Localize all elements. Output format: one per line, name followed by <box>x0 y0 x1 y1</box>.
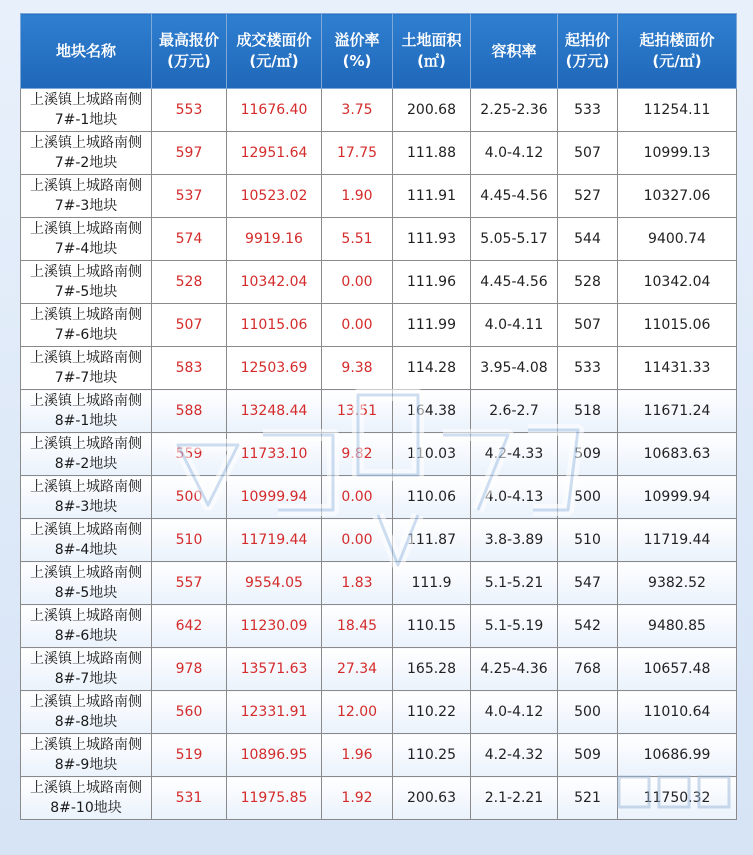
land-area-cell: 114.28 <box>393 347 471 390</box>
table-row <box>21 390 737 433</box>
parcel-location: 上溪镇上城路南侧 <box>30 522 142 538</box>
premium-rate-cell: 1.92 <box>322 777 393 820</box>
parcel-name-cell <box>21 648 152 691</box>
land-area-cell: 110.22 <box>393 691 471 734</box>
land-area-cell: 110.03 <box>393 433 471 476</box>
parcel-location: 上溪镇上城路南侧 <box>30 479 142 495</box>
premium-rate-cell: 9.82 <box>322 433 393 476</box>
deal-price-cell: 10896.95 <box>227 734 322 777</box>
deal-price-cell: 10999.94 <box>227 476 322 519</box>
parcel-number: 8#-4地块 <box>54 542 118 558</box>
starting-bid-cell: 518 <box>558 390 618 433</box>
premium-rate-cell: 0.00 <box>322 519 393 562</box>
starting-bid-cell: 544 <box>558 218 618 261</box>
land-area-cell: 111.99 <box>393 304 471 347</box>
table-row <box>21 777 737 820</box>
parcel-location: 上溪镇上城路南侧 <box>30 651 142 667</box>
plot-ratio-cell: 5.05-5.17 <box>471 218 558 261</box>
parcel-name-cell <box>21 390 152 433</box>
parcel-location: 上溪镇上城路南侧 <box>30 694 142 710</box>
plot-ratio-cell: 5.1-5.19 <box>471 605 558 648</box>
starting-floor-price-cell: 10999.94 <box>618 476 737 519</box>
premium-rate-cell: 1.83 <box>322 562 393 605</box>
plot-ratio-cell: 4.0-4.13 <box>471 476 558 519</box>
starting-bid-cell: 768 <box>558 648 618 691</box>
table-row <box>21 433 737 476</box>
deal-price-cell: 11015.06 <box>227 304 322 347</box>
deal-price-cell: 9554.05 <box>227 562 322 605</box>
parcel-number: 7#-7地块 <box>54 370 118 386</box>
parcel-name-cell <box>21 89 152 132</box>
parcel-location: 上溪镇上城路南侧 <box>30 780 142 796</box>
parcel-name-cell <box>21 218 152 261</box>
max-bid-cell: 510 <box>152 519 227 562</box>
parcel-name-cell <box>21 605 152 648</box>
column-header-label: 地块名称 <box>55 41 116 60</box>
land-area-cell: 110.25 <box>393 734 471 777</box>
parcel-name-cell <box>21 261 152 304</box>
premium-rate-cell: 18.45 <box>322 605 393 648</box>
plot-ratio-cell: 4.45-4.56 <box>471 175 558 218</box>
deal-price-cell: 11733.10 <box>227 433 322 476</box>
starting-floor-price-cell: 11719.44 <box>618 519 737 562</box>
parcel-name-cell <box>21 734 152 777</box>
parcel-name-cell <box>21 562 152 605</box>
plot-ratio-cell: 5.1-5.21 <box>471 562 558 605</box>
parcel-location: 上溪镇上城路南侧 <box>30 608 142 624</box>
column-header <box>393 14 471 89</box>
parcel-location: 上溪镇上城路南侧 <box>30 565 142 581</box>
parcel-number: 7#-5地块 <box>54 284 118 300</box>
land-area-cell: 110.06 <box>393 476 471 519</box>
table-row <box>21 562 737 605</box>
table-row <box>21 691 737 734</box>
max-bid-cell: 553 <box>152 89 227 132</box>
deal-price-cell: 12951.64 <box>227 132 322 175</box>
starting-floor-price-cell: 11671.24 <box>618 390 737 433</box>
header-row <box>21 14 737 89</box>
starting-bid-cell: 507 <box>558 132 618 175</box>
land-auction-table <box>20 13 737 820</box>
column-header-unit: (万元) <box>565 52 610 70</box>
deal-price-cell: 10342.04 <box>227 261 322 304</box>
column-header <box>322 14 393 89</box>
column-header <box>471 14 558 89</box>
column-header-label: 溢价率 <box>334 31 380 49</box>
plot-ratio-cell: 4.45-4.56 <box>471 261 558 304</box>
starting-bid-cell: 507 <box>558 304 618 347</box>
plot-ratio-cell: 2.25-2.36 <box>471 89 558 132</box>
column-header-unit: (万元) <box>167 52 211 70</box>
land-area-cell: 111.88 <box>393 132 471 175</box>
parcel-name-cell <box>21 175 152 218</box>
parcel-location: 上溪镇上城路南侧 <box>30 221 142 237</box>
parcel-number: 8#-5地块 <box>54 585 118 601</box>
column-header-label: 起拍楼面价 <box>639 31 715 49</box>
max-bid-cell: 500 <box>152 476 227 519</box>
starting-bid-cell: 509 <box>558 734 618 777</box>
premium-rate-cell: 0.00 <box>322 304 393 347</box>
starting-bid-cell: 500 <box>558 691 618 734</box>
starting-floor-price-cell: 10327.06 <box>618 175 737 218</box>
max-bid-cell: 528 <box>152 261 227 304</box>
table-row <box>21 261 737 304</box>
parcel-name-cell <box>21 519 152 562</box>
premium-rate-cell: 27.34 <box>322 648 393 691</box>
column-header <box>152 14 227 89</box>
table-row <box>21 519 737 562</box>
land-area-cell: 111.9 <box>393 562 471 605</box>
plot-ratio-cell: 3.95-4.08 <box>471 347 558 390</box>
land-area-cell: 165.28 <box>393 648 471 691</box>
starting-bid-cell: 533 <box>558 347 618 390</box>
starting-floor-price-cell: 11010.64 <box>618 691 737 734</box>
parcel-name-cell <box>21 347 152 390</box>
parcel-location: 上溪镇上城路南侧 <box>30 436 142 452</box>
parcel-number: 7#-2地块 <box>54 155 118 171</box>
starting-floor-price-cell: 11431.33 <box>618 347 737 390</box>
parcel-name-cell <box>21 777 152 820</box>
parcel-number: 7#-4地块 <box>54 241 118 257</box>
table-row <box>21 648 737 691</box>
parcel-location: 上溪镇上城路南侧 <box>30 350 142 366</box>
parcel-location: 上溪镇上城路南侧 <box>30 135 142 151</box>
premium-rate-cell: 0.00 <box>322 476 393 519</box>
starting-floor-price-cell: 10686.99 <box>618 734 737 777</box>
starting-bid-cell: 528 <box>558 261 618 304</box>
premium-rate-cell: 3.75 <box>322 89 393 132</box>
starting-floor-price-cell: 10683.63 <box>618 433 737 476</box>
deal-price-cell: 11230.09 <box>227 605 322 648</box>
max-bid-cell: 642 <box>152 605 227 648</box>
starting-floor-price-cell: 10657.48 <box>618 648 737 691</box>
parcel-number: 8#-8地块 <box>54 714 118 730</box>
land-area-cell: 111.91 <box>393 175 471 218</box>
plot-ratio-cell: 3.8-3.89 <box>471 519 558 562</box>
deal-price-cell: 9919.16 <box>227 218 322 261</box>
column-header-unit: (㎡) <box>417 52 446 70</box>
plot-ratio-cell: 2.6-2.7 <box>471 390 558 433</box>
column-header-unit: (元/㎡) <box>249 52 299 70</box>
deal-price-cell: 12331.91 <box>227 691 322 734</box>
plot-ratio-cell: 4.0-4.12 <box>471 691 558 734</box>
parcel-number: 8#-9地块 <box>54 757 118 773</box>
parcel-location: 上溪镇上城路南侧 <box>30 307 142 323</box>
premium-rate-cell: 1.96 <box>322 734 393 777</box>
deal-price-cell: 13248.44 <box>227 390 322 433</box>
table-row <box>21 347 737 390</box>
column-header-label: 成交楼面价 <box>236 31 312 49</box>
parcel-number: 7#-1地块 <box>54 112 118 128</box>
max-bid-cell: 574 <box>152 218 227 261</box>
premium-rate-cell: 0.00 <box>322 261 393 304</box>
starting-floor-price-cell: 11015.06 <box>618 304 737 347</box>
table-row <box>21 304 737 347</box>
parcel-number: 8#-7地块 <box>54 671 118 687</box>
premium-rate-cell: 12.00 <box>322 691 393 734</box>
max-bid-cell: 519 <box>152 734 227 777</box>
table-body <box>21 89 737 820</box>
parcel-location: 上溪镇上城路南侧 <box>30 264 142 280</box>
land-area-cell: 164.38 <box>393 390 471 433</box>
table-row <box>21 476 737 519</box>
deal-price-cell: 10523.02 <box>227 175 322 218</box>
parcel-name-cell <box>21 132 152 175</box>
parcel-location: 上溪镇上城路南侧 <box>30 178 142 194</box>
land-area-cell: 200.63 <box>393 777 471 820</box>
premium-rate-cell: 5.51 <box>322 218 393 261</box>
table-row <box>21 734 737 777</box>
column-header-label: 最高报价 <box>158 31 219 49</box>
parcel-name-cell <box>21 304 152 347</box>
table-row <box>21 89 737 132</box>
premium-rate-cell: 1.90 <box>322 175 393 218</box>
parcel-number: 8#-6地块 <box>54 628 118 644</box>
starting-bid-cell: 542 <box>558 605 618 648</box>
starting-floor-price-cell: 9382.52 <box>618 562 737 605</box>
max-bid-cell: 978 <box>152 648 227 691</box>
starting-floor-price-cell: 9400.74 <box>618 218 737 261</box>
land-area-cell: 111.96 <box>393 261 471 304</box>
starting-bid-cell: 521 <box>558 777 618 820</box>
parcel-name-cell <box>21 433 152 476</box>
table-row <box>21 132 737 175</box>
max-bid-cell: 559 <box>152 433 227 476</box>
max-bid-cell: 597 <box>152 132 227 175</box>
plot-ratio-cell: 4.0-4.12 <box>471 132 558 175</box>
table-row <box>21 218 737 261</box>
land-area-cell: 111.87 <box>393 519 471 562</box>
land-area-cell: 200.68 <box>393 89 471 132</box>
starting-bid-cell: 510 <box>558 519 618 562</box>
deal-price-cell: 11719.44 <box>227 519 322 562</box>
column-header <box>21 14 152 89</box>
land-area-cell: 111.93 <box>393 218 471 261</box>
column-header-unit: (%) <box>342 52 372 70</box>
parcel-number: 7#-6地块 <box>54 327 118 343</box>
column-header-label: 起拍价 <box>564 31 610 49</box>
max-bid-cell: 537 <box>152 175 227 218</box>
starting-floor-price-cell: 9480.85 <box>618 605 737 648</box>
parcel-number: 8#-3地块 <box>54 499 118 515</box>
parcel-number: 8#-10地块 <box>50 800 122 816</box>
starting-bid-cell: 500 <box>558 476 618 519</box>
plot-ratio-cell: 2.1-2.21 <box>471 777 558 820</box>
plot-ratio-cell: 4.25-4.36 <box>471 648 558 691</box>
max-bid-cell: 588 <box>152 390 227 433</box>
max-bid-cell: 557 <box>152 562 227 605</box>
starting-bid-cell: 547 <box>558 562 618 605</box>
parcel-number: 8#-2地块 <box>54 456 118 472</box>
column-header-unit: (元/㎡) <box>652 52 702 70</box>
max-bid-cell: 531 <box>152 777 227 820</box>
deal-price-cell: 12503.69 <box>227 347 322 390</box>
starting-floor-price-cell: 10342.04 <box>618 261 737 304</box>
parcel-location: 上溪镇上城路南侧 <box>30 92 142 108</box>
starting-floor-price-cell: 11254.11 <box>618 89 737 132</box>
premium-rate-cell: 13.51 <box>322 390 393 433</box>
starting-floor-price-cell: 10999.13 <box>618 132 737 175</box>
column-header <box>558 14 618 89</box>
column-header-label: 土地面积 <box>401 31 462 49</box>
max-bid-cell: 583 <box>152 347 227 390</box>
plot-ratio-cell: 4.2-4.33 <box>471 433 558 476</box>
parcel-name-cell <box>21 476 152 519</box>
starting-floor-price-cell: 11750.32 <box>618 777 737 820</box>
table-row <box>21 605 737 648</box>
column-header <box>227 14 322 89</box>
plot-ratio-cell: 4.0-4.11 <box>471 304 558 347</box>
table-row <box>21 175 737 218</box>
parcel-location: 上溪镇上城路南侧 <box>30 393 142 409</box>
land-area-cell: 110.15 <box>393 605 471 648</box>
deal-price-cell: 13571.63 <box>227 648 322 691</box>
starting-bid-cell: 509 <box>558 433 618 476</box>
max-bid-cell: 507 <box>152 304 227 347</box>
deal-price-cell: 11676.40 <box>227 89 322 132</box>
starting-bid-cell: 527 <box>558 175 618 218</box>
starting-bid-cell: 533 <box>558 89 618 132</box>
deal-price-cell: 11975.85 <box>227 777 322 820</box>
max-bid-cell: 560 <box>152 691 227 734</box>
column-header <box>618 14 737 89</box>
parcel-name-cell <box>21 691 152 734</box>
parcel-location: 上溪镇上城路南侧 <box>30 737 142 753</box>
column-header-label: 容积率 <box>491 41 537 60</box>
parcel-number: 7#-3地块 <box>54 198 118 214</box>
plot-ratio-cell: 4.2-4.32 <box>471 734 558 777</box>
premium-rate-cell: 17.75 <box>322 132 393 175</box>
premium-rate-cell: 9.38 <box>322 347 393 390</box>
parcel-number: 8#-1地块 <box>54 413 118 429</box>
